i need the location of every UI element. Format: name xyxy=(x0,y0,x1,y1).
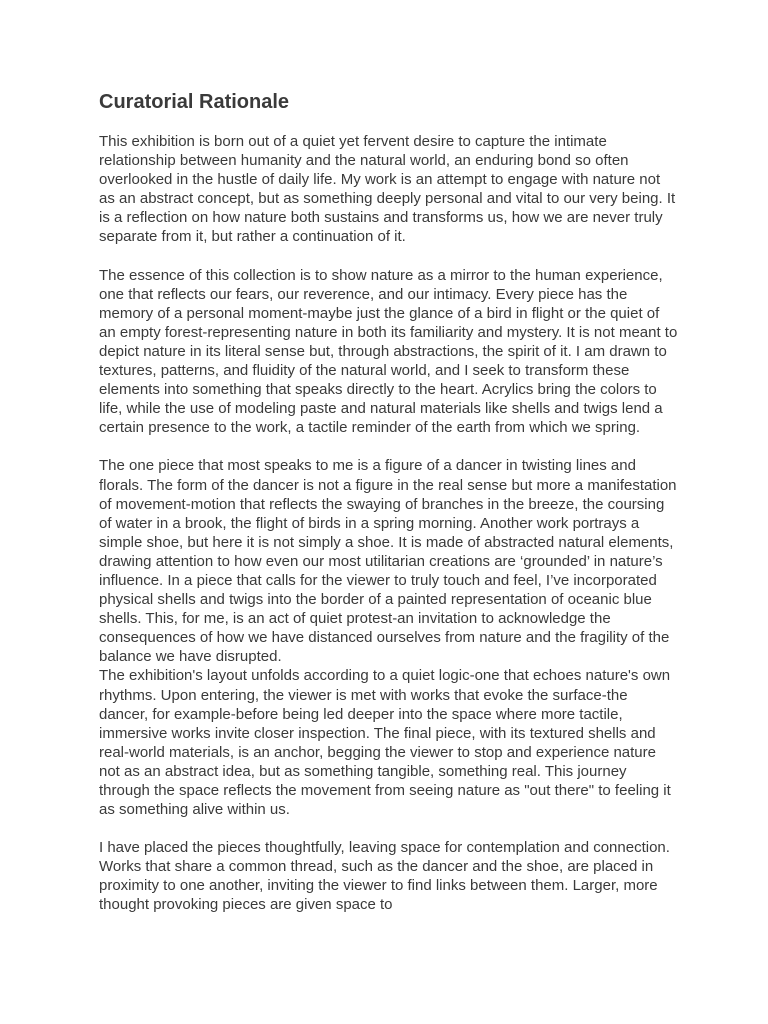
paragraph-dancer: The one piece that most speaks to me is a figure of a dancer in twisting lines and florals. The form of the dancer is not a figure in the real sense but more a manifestation of movement-motion that reflects the swaying of branches in the breeze, the coursing of water in a brook, the flight of birds in a spring morning. Another work portrays a simple shoe, but here it is not simply a shoe. It is made of abstracted natural elements, drawing attention to how even our most utilitarian creations are ‘grounded’ in nature’s influence. In a piece that calls for the viewer to truly touch and feel, I’ve incorporated physical shells and twigs into the border of a painted representation of oceanic blue shells. This, for me, is an act of quiet protest-an invitation to acknowledge the consequences of how we have distanced ourselves from nature and the fragility of the balance we have disrupted. xyxy=(99,457,677,666)
paragraph-layout: The exhibition's layout unfolds according to a quiet logic-one that echoes nature's own rhythms. Upon entering, the viewer is met with works that evoke the surface-the dancer, for example-before being led deeper into the space where more tactile, immersive works invite closer inspection. The final piece, with its textured shells and real-world materials, is an anchor, begging the viewer to stop and experience nature not as an abstract idea, but as something tangible, something real. This journey through the space reflects the movement from seeing nature as "out there" to feeling it as something alive within us. xyxy=(99,667,671,819)
paragraph-essence: The essence of this collection is to show nature as a mirror to the human experience, one that reflects our fears, our reverence, and our intimacy. Every piece has the memory of a personal moment-maybe just the glance of a bird in flight or the quiet of an empty forest-representing nature in both its familiarity and mystery. It is not meant to depict nature in its literal sense but, through abstractions, the spirit of it. I am drawn to textures, patterns, and fluidity of the natural world, and I seek to transform these elements into something that speaks directly to the heart. Acrylics bring the colors to life, while the use of modeling paste and natural materials like shells and twigs lend a certain presence to the work, a tactile reminder of the earth from which we spring. xyxy=(99,266,678,437)
paragraph-placement: I have placed the pieces thoughtfully, leaving space for contemplation and connection. Works that share a common thread, such as the dancer and the shoe, are placed in proximity to one another, inviting the viewer to find links between them. Larger, more thought provoking pieces are given space to xyxy=(99,839,670,914)
page-title: Curatorial Rationale xyxy=(99,91,290,113)
paragraph-intro: This exhibition is born out of a quiet yet fervent desire to capture the intimate relationship between humanity and the natural world, an enduring bond so often overlooked in the hustle of daily life. My work is an attempt to engage with nature not as an abstract concept, but as something deeply personal and vital to our very being. It is a reflection on how nature both sustains and transforms us, how we are never truly separate from it, but rather a continuation of it. xyxy=(99,133,676,246)
document-page xyxy=(99,88,679,915)
